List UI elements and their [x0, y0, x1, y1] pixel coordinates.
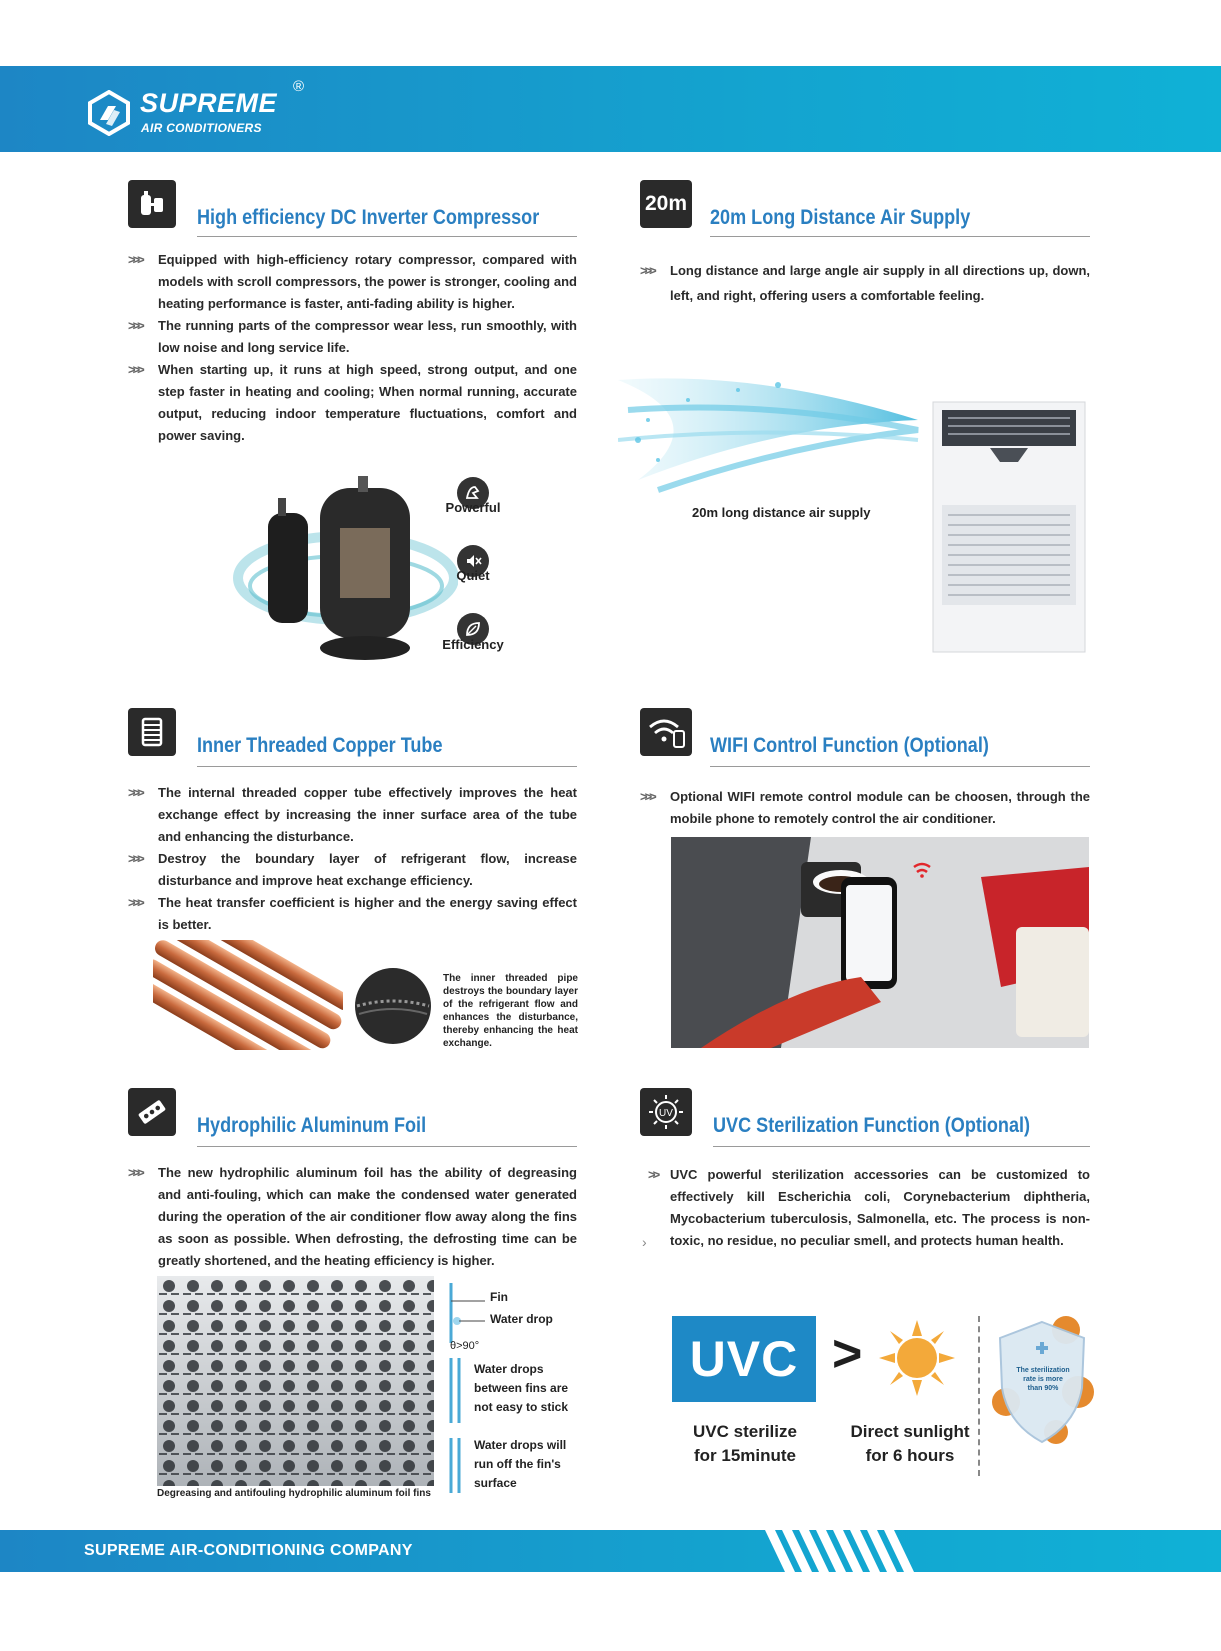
fin-label: Fin [490, 1290, 508, 1304]
water-run-label: Water drops will run off the fin's surface [474, 1438, 567, 1490]
chevron-right-icon: >>> [128, 1165, 142, 1180]
feature-efficiency-label: Efficiency [442, 637, 504, 652]
contact-angle-label: θ>90° [450, 1340, 480, 1352]
airsupply-divider [710, 236, 1090, 237]
chevron-right-icon: >>> [128, 785, 142, 800]
feature-powerful-label: Powerful [445, 500, 501, 515]
compressor-bullet: >>> Equipped with high-efficiency rotary compressor, compared with models with scroll compressors, the power is stronger, cooling and heating performance is faster, anti-fading ability is higher. [128, 249, 577, 315]
sun-icon [877, 1318, 957, 1398]
uvc-title: UVC Sterilization Function (Optional) [713, 1114, 1031, 1137]
water-stick-label: Water drops between fins are not easy to stick [474, 1362, 569, 1414]
copper-title: Inner Threaded Copper Tube [197, 734, 443, 757]
wifi-bullets [640, 786, 1090, 830]
footer-company-name: SUPREME AIR-CONDITIONING COMPANY [84, 1542, 413, 1559]
copper-note: The inner threaded pipe destroys the boundary layer of the refrigerant flow and enhances the disturbance, thereby enhancing the heat exchange. [443, 973, 578, 1049]
copper-tube-image [153, 940, 343, 1050]
registered-mark: ® [293, 78, 305, 95]
chevron-right-icon: >>> [128, 851, 142, 866]
threaded-pipe-closeup-image [353, 966, 433, 1046]
wifi-divider [710, 766, 1090, 767]
compressor-image [228, 468, 458, 678]
chevron-right-icon: >>> [128, 895, 142, 910]
copper-bullet: >>> Destroy the boundary layer of refrigerant flow, increase disturbance and improve heat exchange efficiency. [128, 848, 577, 892]
chevron-right-icon: >>> [128, 362, 142, 377]
chevron-right-icon: >>> [128, 252, 142, 267]
footer-stripes-decoration [760, 1530, 930, 1572]
brand-name: SUPREME [140, 88, 278, 118]
brand-subtitle: AIR CONDITIONERS [141, 121, 262, 135]
uvc-right-caption: Direct sunlight for 6 hours [850, 1422, 970, 1465]
foil-bullet: >>> The new hydrophilic aluminum foil has the ability of degreasing and anti-fouling, which can make the condensed water generated during the operation of the air conditioner flow away along the fins as soon as possible. When defrosting, the defrosting time can be greatly shortened, and the heating efficiency is higher. [128, 1162, 577, 1272]
compressor-title: High efficiency DC Inverter Compressor [197, 206, 540, 229]
airsupply-title: 20m Long Distance Air Supply [710, 206, 971, 229]
airsupply-caption: 20m long distance air supply [692, 505, 871, 520]
uv-icon [640, 1088, 692, 1136]
wifi-bullet: >>> Optional WIFI remote control module can be choosen, through the mobile phone to remotely control the air conditioner. [640, 786, 1090, 830]
compressor-bullet: >>> The running parts of the compressor wear less, run smoothly, with low noise and long service life. [128, 315, 577, 359]
airsupply-bullet: >>> Long distance and large angle air supply in all directions up, down, left, and right, offering users a comfortable feeling. [640, 258, 1090, 308]
uvc-bullets [648, 1164, 1090, 1252]
uvc-divider-dashed [978, 1316, 980, 1476]
copper-bullet: >>> The heat transfer coefficient is higher and the energy saving effect is better. [128, 892, 577, 936]
distance-20m-icon: 20m [640, 180, 692, 228]
chevron-right-icon: >>> [128, 318, 142, 333]
copper-divider [197, 766, 577, 767]
foil-photo-caption: Degreasing and antifouling hydrophilic aluminum foil fins [157, 1488, 431, 1499]
compressor-bullet: >>> When starting up, it runs at high speed, strong output, and one step faster in heating and cooling; When normal running, accurate output, reducing indoor temperature fluctuations, comfort and power saving. [128, 359, 577, 447]
chevron-right-icon: >>> [640, 263, 654, 278]
greater-than-sign: > [832, 1325, 863, 1383]
feature-quiet-label: Quiet [456, 568, 490, 583]
foil-bullets [128, 1162, 577, 1272]
copper-bullet: >>> The internal threaded copper tube effectively improves the heat exchange effect by increasing the inner surface area of the tube and enhancing the disturbance. [128, 782, 577, 848]
compressor-divider [197, 236, 577, 237]
wifi-phone-photo [671, 837, 1089, 1048]
uvc-divider [713, 1146, 1090, 1147]
copper-tube-icon [128, 708, 176, 756]
airsupply-bullets [640, 258, 1090, 308]
shield-text: The sterilization rate is more than 90% [1016, 1367, 1070, 1392]
wifi-icon [640, 708, 692, 756]
supreme-logo-icon [86, 90, 132, 136]
uvc-left-caption: UVC sterilize for 15minute [693, 1422, 797, 1465]
wifi-title: WIFI Control Function (Optional) [710, 734, 989, 757]
chevron-right-icon: >>> [640, 789, 654, 804]
foil-divider [197, 1146, 577, 1147]
aluminum-foil-icon [128, 1088, 176, 1136]
uvc-badge: UVC [672, 1316, 816, 1402]
aluminum-foil-photo [157, 1276, 434, 1486]
water-drop-label: Water drop [490, 1312, 553, 1326]
chevron-right-icon: › [642, 1234, 647, 1250]
compressor-bullets [128, 249, 577, 447]
compressor-icon [128, 180, 176, 228]
copper-bullets [128, 782, 577, 936]
uvc-bullet: >> UVC powerful sterilization accessories can be customized to effectively kill Escherichia coli, Corynebacterium diphtheria, Mycobacterium tuberculosis, Salmonella, etc. The process is non-toxic, no residue, no peculiar smell, and protects human health. [648, 1164, 1090, 1252]
svg-text:UV: UV [659, 1108, 673, 1119]
chevron-right-icon: >> [648, 1167, 658, 1182]
foil-title: Hydrophilic Aluminum Foil [197, 1114, 427, 1137]
